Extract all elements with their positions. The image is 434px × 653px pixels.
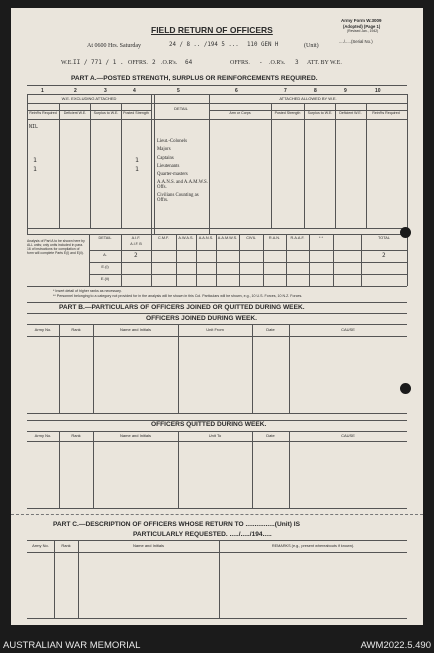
offrs2-fill: - [259,59,263,66]
joined-head-cause: CAUSE [341,327,355,332]
footnote-2: ** Personnel belonging to a category not provided for in the analysis will be shown in this Col. Particulars will be shown, e.g., 10 U.S. Forces, 10 N.Z. Forces. [53,294,303,298]
part-c-title-line1: PART C.—DESCRIPTION OF OFFICERS WHOSE RETURN TO ................(Unit) IS [53,521,301,528]
head-arm-or-corps: Arm or Corps [229,111,251,115]
joined-head-rank: Rank [71,327,81,332]
quitted-title: OFFICERS QUITTED DURING WEEK. [151,421,267,428]
rank-civilians: Civilians Counting as Offrs. [157,193,199,204]
form-number: Army Form W.3009 [341,18,382,23]
analysis-head-cmf: C.M.F. [158,236,169,240]
att-label: ATT. BY W.E. [307,60,342,66]
analysis-head-total: TOTAL [378,236,390,240]
form-title: FIELD RETURN OF OFFICERS [151,25,273,35]
rank-aans: A.A.N.S. and A.A.M.W.S. Offs. [157,180,208,191]
quitted-head-unit-to: Unit To [208,433,222,438]
nil-entry: NIL [29,124,39,130]
head-reinfts-required-right: Reinf'ts Required [372,111,400,115]
punch-hole-top [400,227,411,238]
analysis-head-other: * * [318,236,323,240]
rank-captains: Captains [157,155,174,161]
part-c-head-remarks: REMARKS (e.g., present whereabouts if known). [271,544,355,548]
analysis-head-aamws: A.A.M.W.S. [217,236,238,240]
analysis-head-ran: R.A.N. [268,236,281,240]
form-page [11,8,423,625]
part-b-title: PART B.—PARTICULARS OF OFFICERS JOINED OR QUITTED DURING WEEK. [59,304,305,311]
detail-head: DETAIL [174,106,188,111]
form-revised: (Revised Jan., 1942) [347,29,379,33]
archive-footer [0,640,434,653]
col1-captains-value: 1 [33,156,37,164]
col4-captains-value: 1 [135,156,139,164]
quitted-head-army-no: Army No. [34,433,52,438]
date-fill: 24 / 8 .. /194 5 ... [169,42,239,48]
head-surplus-left: Surplus to W.E. [93,111,119,115]
we-fill: II / 771 / 1 . [73,59,124,66]
analysis-head-aif: A.I.F. [131,236,141,240]
unit-label: (Unit) [304,43,319,49]
form-adopted: (Adopted) (Page 1) [343,24,381,29]
analysis-head-detail: DETAIL [98,236,112,240]
ranks-list [157,138,209,203]
col-number-7: 7 [284,88,287,94]
col1-lieutenants-value: 1 [33,165,37,173]
ors2-label: .O.R's. [269,60,286,66]
head-posted-strength-right: Posted Strength [274,111,301,115]
joined-head-army-no: Army No. [34,327,52,332]
part-c-head-name: Name and Initials [133,543,164,548]
analysis-row-ei: E.(i) [101,264,109,269]
analysis-head-civil: CIVIL [246,236,256,240]
offrs-label: OFFRS. [128,60,148,66]
ors2-fill: 3 [295,59,299,66]
col-number-2: 2 [74,88,77,94]
rank-majors: Majors [157,147,171,153]
col-number-3: 3 [104,88,107,94]
head-deficient-left: Deficient W.E. [63,111,87,115]
we-label: W.E. [61,60,73,66]
part-c-head-rank: Rank [61,543,71,548]
part-a-title: PART A.—POSTED STRENGTH, SURPLUS OR REINFORCEMENTS REQUIRED. [71,75,318,82]
analysis-row-eii: E.(ii) [100,276,110,281]
aif-value: 2 [134,252,138,259]
analysis-head-aans: A.A.N.S. [198,236,214,240]
quitted-head-rank: Rank [71,433,81,438]
rank-lieut-colonels: Lieut.-Colonels [157,139,187,144]
offrs2-label: OFFRS. [230,60,250,66]
offrs-fill: 2 [152,59,156,66]
col-number-9: 9 [344,88,347,94]
quitted-head-name: Name and Initials [120,433,151,438]
aif-sub-label: A.I.F. B [130,242,142,246]
footnote-1: * Insert detail of higher ranks as necessary. [53,289,122,293]
head-posted-strength-left: Posted Strength [123,111,149,115]
analysis-note: Analysis of Part A to be shown here by ALL units; only units included in para. 16 of instructions for compilation of form will complete Parts E(i) and E(ii). [27,239,85,255]
joined-head-unit-from: Unit From [206,327,224,332]
head-reinfts-required-left: Reinf'ts Required [29,111,57,115]
col-number-1: 1 [41,88,44,94]
col-number-10: 10 [375,88,381,94]
rank-lieutenants: Lieutenants [157,163,180,169]
total-value: 2 [382,252,386,259]
footer-accession: AWM2022.5.490 [360,640,431,651]
col-number-8: 8 [314,88,317,94]
analysis-row-a: A. [103,252,107,257]
quitted-head-date: Date [266,433,275,438]
col-number-5: 5 [177,88,180,94]
serial-no: ..../.....(Serial No.) [339,39,373,44]
col-number-6: 6 [235,88,238,94]
analysis-head-raaf: R.A.A.F. [290,236,305,240]
ors-fill: 64 [185,59,193,66]
joined-head-date: Date [266,327,275,332]
ors-label: .O.R's. [161,60,178,66]
joined-title: OFFICERS JOINED DURING WEEK. [146,315,258,322]
footer-institution: AUSTRALIAN WAR MEMORIAL [3,640,141,651]
date-line-label: At 0600 Hrs. Saturday [87,43,141,49]
attached-allowed: ATTACHED ALLOWED BY W.E. [279,96,337,101]
joined-head-name: Name and Initials [120,327,151,332]
punch-hole-bottom [400,383,411,394]
head-surplus-right: Surplus to W.E. [307,111,333,115]
unit-fill: 110 GEN H [247,42,279,48]
we-excluding-attached: W.E. EXCLUDING ATTACHED [61,96,117,101]
analysis-head-awas: A.W.A.S. [178,236,194,240]
rank-quartermasters: Quarter-masters [157,172,188,178]
quitted-head-cause: CAUSE [341,433,355,438]
col4-lieutenants-value: 1 [135,165,139,173]
col-number-4: 4 [133,88,136,94]
part-c-head-army-no: Army No. [32,543,49,548]
part-c-title-line2: PARTICULARLY REQUESTED. ...../...../194..... [133,531,272,538]
head-deficient-right: Deficient W.E. [339,111,362,115]
